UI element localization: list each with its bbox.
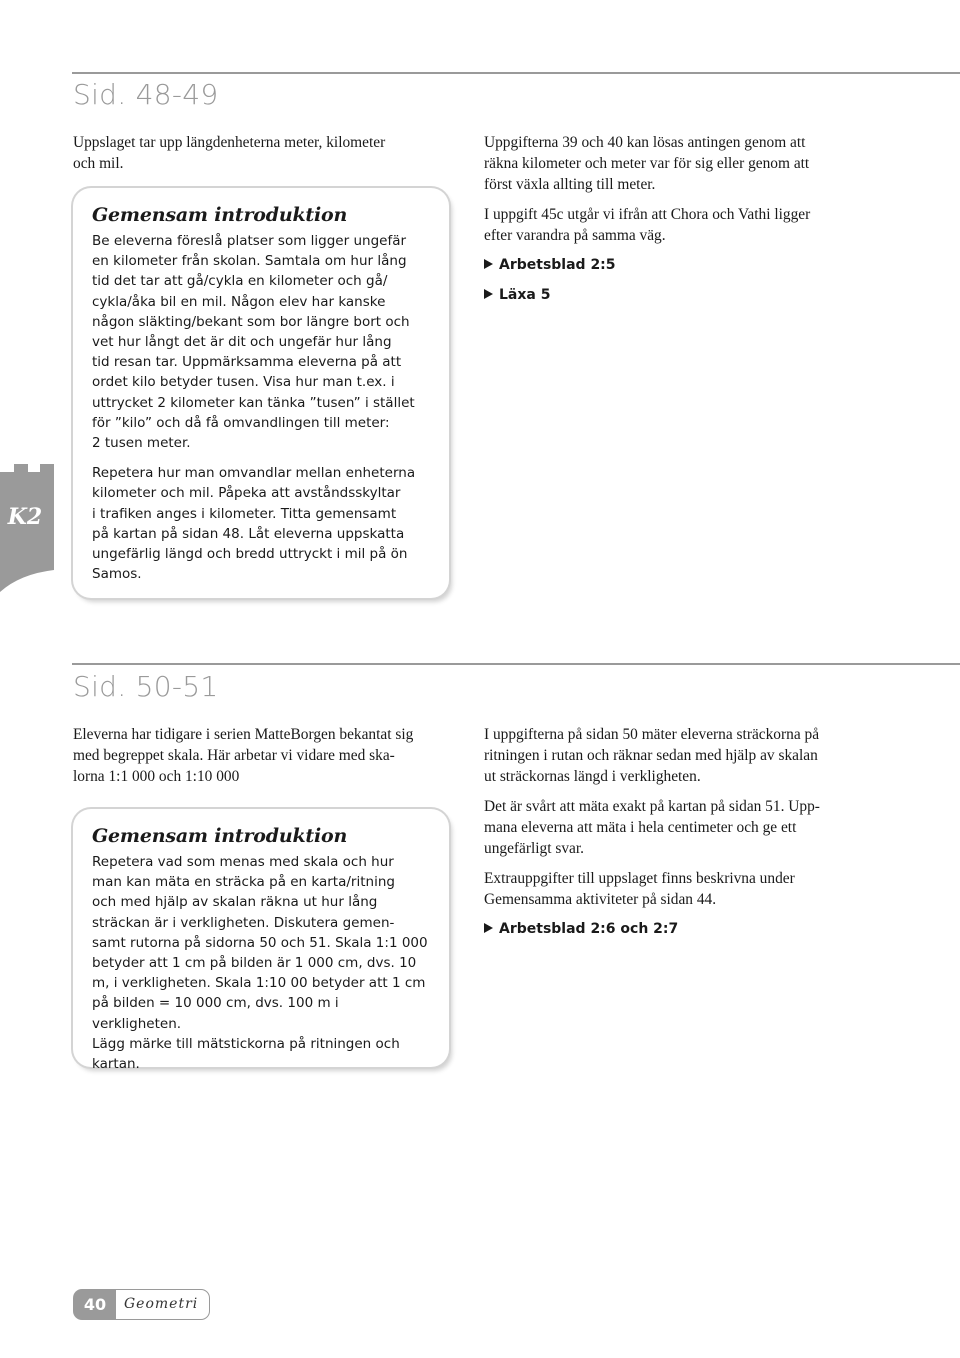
chapter-name: Geometri bbox=[115, 1289, 210, 1320]
section2-intro-text: Eleverna har tidigare i serien MatteBorgen bekantat sig med begreppet skala. Här arbetar vi vidare med ska- lorna 1:1 000 och 1:10 000 bbox=[73, 726, 414, 785]
section-heading-50-51: Sid. 50-51 bbox=[73, 670, 219, 703]
section1-right-paragraph-1: Uppgifterna 39 och 40 kan lösas antingen genom att räkna kilometer och meter var för sig eller genom att först växla allting till meter. bbox=[484, 134, 810, 193]
task-worksheet-2-6-2-7: Arbetsblad 2:6 och 2:7 bbox=[484, 919, 904, 940]
section1-right-paragraph-2: I uppgift 45c utgår vi ifrån att Chora och Vathi ligger efter varandra på samma väg. bbox=[484, 206, 811, 244]
box2-title: Gemensam introduktion bbox=[92, 825, 348, 847]
section1-intro-text: Uppslaget tar upp längdenheterna meter, kilometer och mil. bbox=[73, 134, 386, 172]
section2-right-column bbox=[484, 724, 904, 949]
box1-paragraph-1: Be eleverna föreslå platser som ligger ungefär en kilometer från skolan. Samtala om hur lång tid det tar att gå/cykla en kilometer och gå/ cykla/åka bil en mil. Någon elev har kanske någon släkting/bekant som bor längre bort och vet hur långt det är dit och ungefär hur lång tid resan tar. Uppmärksamma eleverna på att ordet kilo betyder tusen. Visa hur man t.ex. i uttrycket 2 kilometer kan tänka ”tusen” i stället för ”kilo” och då få omvandlingen till meter: 2 tusen meter. bbox=[92, 233, 415, 452]
section-rule-top bbox=[72, 72, 960, 74]
triangle-bullet-icon bbox=[484, 923, 493, 933]
triangle-bullet-icon bbox=[484, 259, 493, 269]
section1-intro bbox=[73, 132, 453, 183]
page-number: 40 bbox=[73, 1289, 117, 1320]
section1-right-column bbox=[484, 132, 904, 315]
section-rule-middle bbox=[72, 663, 960, 665]
section2-intro bbox=[73, 724, 463, 796]
task-worksheet-2-5: Arbetsblad 2:5 bbox=[484, 255, 904, 276]
section2-right-paragraph-2: Det är svårt att mäta exakt på kartan på sidan 51. Upp- mana eleverna att mäta i hela centimeter och ge ett ungefärligt svar. bbox=[484, 798, 820, 857]
chapter-tab-tower bbox=[0, 464, 58, 594]
chapter-tab-label: K2 bbox=[7, 504, 43, 530]
triangle-bullet-icon bbox=[484, 289, 493, 299]
intro-box-2 bbox=[73, 809, 449, 1073]
section2-right-paragraph-3: Extrauppgifter till uppslaget finns beskrivna under Gemensamma aktiviteter på sidan 44. bbox=[484, 870, 795, 908]
section-heading-48-49: Sid. 48-49 bbox=[73, 78, 219, 111]
box2-paragraph-1: Repetera vad som menas med skala och hur man kan mäta en sträcka på en karta/ritning och med hjälp av skalan räkna ut hur lång sträckan är i verkligheten. Diskutera gemen- samt rutorna på sidorna 50 och 51. Skala 1:1 000 betyder att 1 cm på bilden är 1 000 cm, dvs. 10 m, i verkligheten. Skala 1:10 00 betyder att 1 cm på bilden = 10 000 cm, dvs. 100 m i verkligheten. Lägg märke till mätstickorna på ritningen och kartan. bbox=[92, 854, 428, 1073]
section2-right-paragraph-1: I uppgifterna på sidan 50 mäter eleverna sträckorna på ritningen i rutan och räknar sedan med hjälp av skalan ut sträckornas längd i verkligheten. bbox=[484, 726, 820, 785]
box1-title: Gemensam introduktion bbox=[92, 204, 348, 226]
page-footer bbox=[73, 1289, 210, 1320]
intro-box-1 bbox=[73, 188, 449, 598]
task-homework-5: Läxa 5 bbox=[484, 285, 904, 306]
box1-paragraph-2: Repetera hur man omvandlar mellan enheterna kilometer och mil. Påpeka att avståndsskyltar i trafiken anges i kilometer. Titta gemensamt på kartan på sidan 48. Låt eleverna uppskatta ungefärlig längd och bredd uttryckt i mil på ön Samos. bbox=[92, 465, 416, 583]
